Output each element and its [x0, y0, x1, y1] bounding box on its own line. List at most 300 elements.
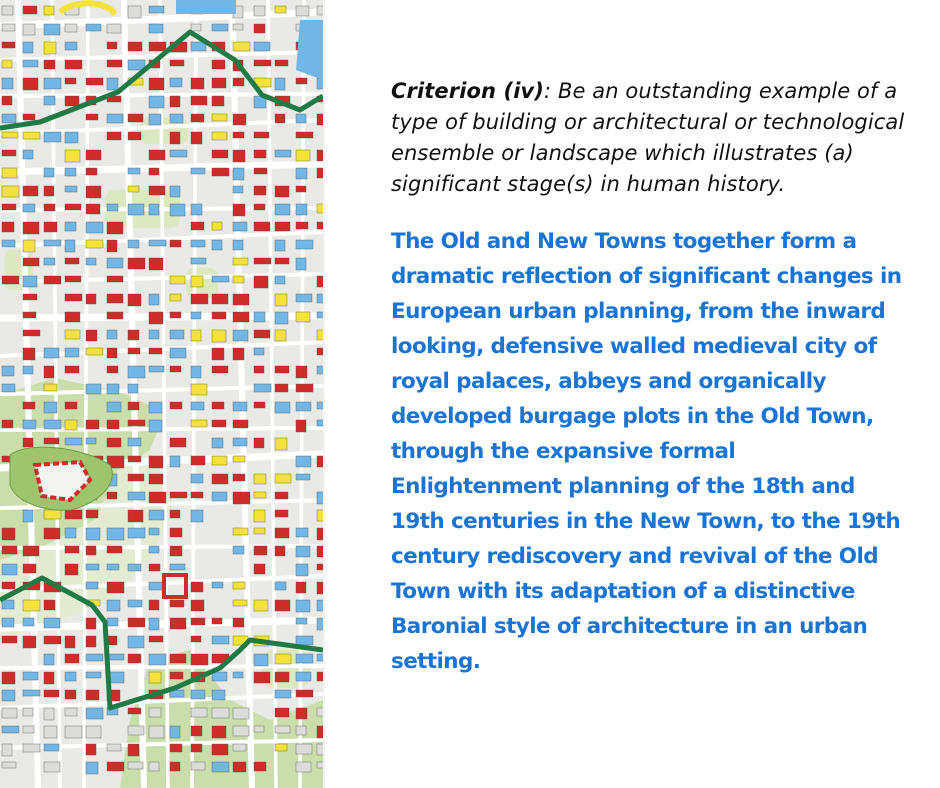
building-block	[86, 186, 101, 198]
building-block	[149, 168, 159, 175]
building-block	[107, 330, 117, 339]
building-block	[2, 636, 17, 643]
building-block	[170, 114, 183, 123]
building-block	[23, 132, 40, 139]
building-block	[128, 294, 141, 306]
building-block	[86, 654, 103, 661]
building-block	[2, 420, 13, 428]
building-block	[275, 240, 285, 251]
building-block	[149, 672, 161, 683]
building-block	[254, 168, 267, 174]
building-block	[86, 258, 96, 265]
building-block	[275, 222, 290, 231]
building-block	[86, 528, 100, 540]
building-block	[107, 438, 121, 447]
building-block	[296, 546, 310, 557]
building-block	[149, 150, 165, 160]
building-block	[254, 510, 265, 522]
building-block	[254, 348, 264, 355]
building-block	[65, 276, 81, 282]
building-block	[149, 564, 160, 571]
building-block	[128, 330, 139, 340]
building-block	[65, 438, 82, 445]
map-drawing	[0, 0, 323, 788]
building-block	[212, 312, 226, 319]
building-block	[128, 474, 144, 481]
building-block	[296, 618, 307, 624]
building-block	[275, 672, 289, 682]
building-block	[191, 96, 207, 105]
building-block	[86, 438, 96, 444]
building-block	[212, 456, 227, 465]
building-block	[170, 744, 182, 752]
criterion-label: Criterion (iv)	[391, 79, 544, 103]
building-block	[233, 168, 244, 180]
building-block	[128, 564, 141, 571]
building-block	[296, 6, 309, 16]
building-block	[107, 762, 124, 771]
building-block	[296, 222, 308, 229]
building-block	[254, 6, 265, 16]
building-block	[212, 168, 229, 176]
building-block	[212, 474, 228, 484]
building-block	[128, 636, 144, 648]
building-block	[86, 726, 101, 738]
building-block	[128, 384, 138, 393]
building-block	[233, 672, 243, 678]
building-block	[107, 78, 118, 90]
building-block	[254, 492, 266, 498]
building-block	[212, 330, 226, 342]
building-block	[2, 600, 14, 609]
building-block	[170, 276, 185, 284]
building-block	[191, 726, 202, 736]
building-block	[65, 528, 76, 538]
building-block	[254, 384, 271, 392]
building-block	[2, 672, 15, 684]
building-block	[44, 438, 59, 444]
building-block	[191, 330, 201, 341]
building-block	[149, 294, 159, 305]
building-block	[233, 726, 249, 736]
building-block	[296, 294, 312, 302]
building-block	[233, 474, 245, 481]
building-block	[275, 654, 291, 664]
building-block	[44, 510, 61, 519]
building-block	[296, 762, 311, 772]
building-block	[2, 186, 19, 197]
building-block	[254, 762, 266, 771]
building-block	[44, 690, 59, 697]
building-block	[44, 636, 61, 644]
building-block	[128, 492, 145, 500]
building-block	[107, 600, 120, 611]
building-block	[65, 258, 79, 264]
building-block	[107, 294, 123, 303]
building-block	[65, 312, 80, 322]
building-block	[191, 294, 208, 304]
building-block	[275, 276, 285, 284]
building-block	[65, 330, 80, 339]
building-block	[107, 222, 123, 234]
building-block	[296, 114, 306, 123]
building-block	[23, 42, 33, 53]
building-block	[128, 240, 139, 248]
building-block	[2, 240, 15, 247]
building-block	[86, 204, 100, 214]
building-block	[65, 222, 76, 231]
building-block	[170, 366, 181, 372]
building-block	[170, 456, 180, 467]
building-block	[23, 708, 33, 716]
building-block	[275, 690, 291, 698]
building-block	[191, 312, 201, 319]
building-block	[44, 168, 54, 177]
building-block	[128, 726, 144, 735]
building-block	[275, 546, 285, 556]
building-block	[191, 654, 208, 665]
building-block	[128, 744, 139, 756]
building-block	[65, 204, 81, 210]
building-block	[86, 672, 101, 678]
building-block	[275, 204, 290, 215]
building-block	[107, 546, 122, 553]
building-block	[170, 672, 183, 679]
building-block	[44, 672, 54, 684]
building-block	[107, 132, 121, 140]
building-block	[296, 204, 307, 215]
building-block	[23, 222, 39, 234]
building-block	[149, 762, 159, 771]
building-block	[254, 186, 266, 195]
building-block	[149, 402, 162, 413]
building-block	[44, 276, 61, 284]
building-block	[233, 348, 244, 360]
building-block	[65, 78, 76, 84]
building-block	[212, 132, 227, 140]
building-block	[128, 132, 141, 140]
building-block	[23, 510, 33, 522]
building-block	[128, 456, 141, 462]
building-block	[191, 204, 202, 215]
building-block	[65, 168, 76, 176]
building-block	[128, 654, 141, 663]
building-block	[128, 708, 141, 714]
building-block	[44, 654, 54, 665]
criterion-paragraph	[391, 76, 906, 200]
building-block	[212, 744, 228, 755]
building-block	[296, 582, 306, 593]
building-block	[23, 600, 40, 611]
building-block	[44, 528, 60, 539]
building-block	[170, 528, 182, 537]
building-block	[296, 312, 310, 322]
building-block	[23, 150, 33, 159]
building-block	[254, 600, 268, 611]
building-block	[233, 402, 247, 411]
building-block	[233, 78, 244, 86]
building-block	[23, 690, 40, 696]
building-block	[65, 348, 79, 357]
building-block	[65, 186, 77, 192]
building-block	[233, 420, 248, 428]
building-block	[275, 726, 290, 733]
building-block	[23, 204, 35, 212]
building-block	[149, 618, 159, 630]
building-block	[44, 78, 61, 89]
building-block	[107, 60, 122, 67]
building-block	[2, 204, 16, 210]
panel-divider	[323, 0, 325, 788]
building-block	[23, 60, 38, 67]
building-block	[275, 114, 285, 123]
building-block	[191, 222, 204, 230]
building-block	[149, 726, 164, 738]
building-block	[233, 42, 250, 51]
building-block	[128, 258, 145, 269]
building-block	[65, 510, 82, 519]
building-block	[149, 240, 166, 246]
building-block	[233, 744, 246, 751]
building-block	[107, 582, 124, 593]
building-block	[23, 78, 38, 90]
building-block	[275, 510, 288, 517]
building-block	[212, 636, 229, 644]
building-block	[128, 510, 143, 522]
building-block	[2, 276, 19, 284]
building-block	[86, 744, 96, 755]
building-block	[296, 564, 308, 576]
building-block	[107, 564, 119, 570]
building-block	[212, 438, 223, 448]
building-block	[254, 150, 266, 158]
building-block	[191, 240, 205, 247]
building-block	[44, 708, 54, 720]
building-block	[275, 60, 288, 66]
building-block	[44, 618, 60, 628]
building-block	[65, 60, 82, 69]
building-block	[149, 456, 163, 468]
building-block	[254, 258, 271, 264]
building-block	[44, 600, 55, 610]
building-block	[233, 330, 248, 341]
building-block	[23, 240, 35, 252]
building-block	[23, 420, 36, 429]
building-block	[233, 618, 244, 627]
building-block	[86, 168, 97, 175]
building-block	[254, 402, 265, 408]
building-block	[44, 402, 57, 413]
building-block	[275, 708, 289, 717]
building-block	[191, 114, 204, 122]
building-block	[149, 204, 159, 215]
building-block	[233, 150, 245, 162]
building-block	[2, 582, 15, 589]
building-block	[2, 564, 17, 575]
building-block	[65, 636, 75, 648]
building-block	[23, 276, 37, 287]
building-block	[233, 582, 245, 589]
building-block	[233, 600, 247, 606]
building-block	[23, 6, 37, 14]
building-block	[233, 276, 244, 283]
building-block	[254, 312, 265, 322]
building-block	[170, 204, 185, 216]
building-block	[128, 366, 145, 378]
building-block	[233, 456, 245, 462]
building-block	[44, 204, 55, 211]
building-block	[107, 492, 117, 499]
building-block	[275, 600, 290, 611]
building-block	[233, 546, 244, 554]
building-block	[2, 60, 12, 68]
building-block	[212, 60, 225, 69]
building-block	[275, 744, 287, 751]
building-block	[275, 474, 291, 483]
building-block	[212, 150, 228, 158]
building-block	[254, 672, 270, 683]
criterion-text: Be an outstanding example of a type of building or architectural or technological ensemble or landscape which illustrates (a) significant stage(s) in human history.	[391, 79, 905, 196]
building-block	[254, 132, 269, 138]
building-block	[170, 600, 184, 607]
building-block	[233, 114, 246, 125]
building-block	[23, 636, 36, 648]
building-block	[65, 42, 77, 50]
building-block	[23, 402, 35, 409]
building-block	[233, 438, 247, 446]
building-block	[107, 276, 123, 282]
building-block	[128, 438, 141, 446]
building-block	[254, 276, 268, 288]
building-block	[86, 348, 103, 355]
building-block	[296, 690, 313, 697]
building-block	[107, 204, 118, 211]
building-block	[23, 114, 35, 120]
building-block	[23, 366, 33, 374]
building-block	[212, 618, 222, 624]
building-block	[296, 150, 310, 161]
building-block	[254, 564, 265, 574]
building-block	[2, 114, 16, 123]
building-block	[128, 204, 144, 215]
building-block	[170, 546, 182, 556]
building-block	[2, 726, 19, 733]
building-block	[44, 222, 57, 232]
building-block	[23, 258, 39, 266]
building-block	[254, 726, 264, 732]
significance-statement: The Old and New Towns together form a dramatic reflection of significant changes in European urban planning, from the inward looking, defensive walled medieval city of royal palaces, abbeys and organically developed burgage plots in the Old Town, through the expansive formal Enlightenment planning of the 18th and 19th centuries in the New Town, to the 19th century rediscovery and revival of the Old Town with its adaptation of a distinctive Baronial style of architecture in an urban setting.	[391, 229, 902, 674]
building-block	[254, 222, 270, 231]
building-block	[212, 708, 229, 718]
building-block	[149, 96, 164, 108]
building-block	[149, 24, 163, 33]
building-block	[275, 330, 286, 341]
building-block	[296, 654, 313, 663]
building-block	[254, 654, 268, 666]
building-block	[191, 762, 205, 770]
building-block	[254, 24, 265, 33]
building-block	[296, 474, 310, 480]
building-block	[170, 78, 182, 87]
building-block	[296, 20, 323, 80]
building-block	[212, 114, 227, 121]
building-block	[65, 546, 79, 553]
building-block	[128, 168, 140, 174]
building-block	[296, 132, 313, 138]
building-block	[23, 744, 40, 752]
building-block	[149, 582, 163, 590]
building-block	[86, 582, 98, 589]
building-block	[233, 24, 243, 30]
building-block	[86, 510, 98, 518]
building-block	[254, 60, 271, 66]
building-block	[107, 312, 123, 319]
building-block	[170, 60, 184, 66]
building-block	[275, 6, 286, 13]
building-block	[2, 6, 13, 15]
building-block	[107, 528, 124, 540]
building-block	[2, 366, 14, 376]
building-block	[65, 564, 78, 575]
building-block	[2, 222, 14, 232]
building-block	[107, 42, 117, 49]
building-block	[149, 492, 166, 503]
building-block	[86, 114, 98, 120]
building-block	[275, 492, 288, 499]
building-block	[275, 294, 287, 306]
building-block	[212, 726, 226, 738]
building-block	[2, 690, 15, 701]
building-block	[65, 654, 79, 663]
building-block	[191, 474, 203, 483]
building-block	[86, 24, 101, 31]
building-block	[275, 402, 290, 413]
building-block	[170, 150, 187, 157]
building-block	[44, 240, 61, 246]
building-block	[44, 258, 55, 265]
building-block	[254, 438, 264, 448]
building-block	[254, 546, 267, 555]
building-block	[170, 726, 180, 738]
building-block	[191, 618, 205, 625]
building-block	[65, 726, 82, 738]
building-block	[128, 6, 141, 18]
building-block	[86, 294, 96, 304]
building-block	[2, 132, 18, 138]
building-block	[233, 186, 243, 193]
building-block	[191, 420, 207, 427]
building-block	[149, 348, 162, 354]
building-block	[86, 762, 98, 774]
building-block	[23, 672, 38, 680]
building-block	[149, 114, 161, 125]
building-block	[65, 150, 80, 162]
building-block	[296, 600, 310, 612]
building-block	[128, 402, 139, 410]
building-block	[191, 132, 202, 144]
building-block	[107, 420, 119, 429]
building-block	[128, 600, 142, 607]
building-block	[65, 240, 75, 252]
building-block	[86, 150, 101, 160]
building-block	[212, 24, 228, 31]
building-block	[296, 420, 306, 432]
building-block	[149, 330, 159, 339]
conservation-map	[0, 0, 323, 788]
building-block	[296, 258, 306, 270]
building-block	[149, 528, 159, 535]
building-block	[170, 96, 180, 107]
